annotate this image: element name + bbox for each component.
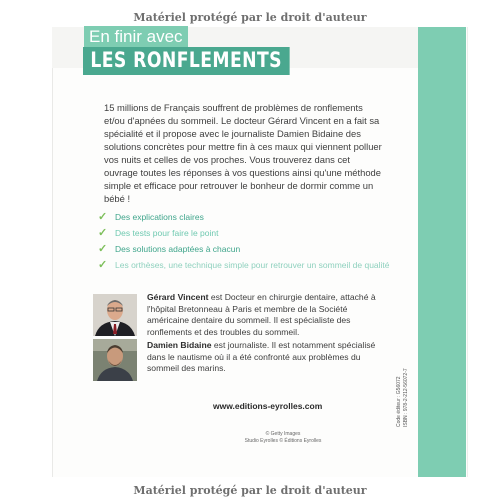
checklist-item-text: Des tests pour faire le point xyxy=(115,228,219,238)
checklist-item xyxy=(98,226,398,242)
author-name: Gérard Vincent xyxy=(147,292,209,302)
check-mark-icon: ✓ xyxy=(98,243,108,255)
book-subtitle: En finir avec xyxy=(84,26,188,49)
author-name: Damien Bidaine xyxy=(147,340,212,350)
author-bio-damien-bidaine xyxy=(147,340,385,375)
checklist-item-text: Des solutions adaptées à chacun xyxy=(115,244,241,254)
author-photo-damien-bidaine xyxy=(93,339,137,381)
intro-paragraph: 15 millions de Français souffrent de problèmes de ronflements et/ou d'apnées du sommeil. Le docteur Gérard Vincent en a fait sa spécialité et il propose avec le journaliste Damien Bidaine des solutions concrètes pour mettre fin à ces maux qui viennent polluer vos nuits et celles de vos proches. Vous trouverez dans cet ouvrage toutes les réponses à vos questions ainsi qu'une méthode simple et efficace pour retrouver le bonheur de dormir comme un bébé ! xyxy=(104,102,382,204)
check-mark-icon: ✓ xyxy=(98,259,108,271)
author-bio-text: est journaliste. Il est notamment spécialisé dans le nautisme où il a été confronté aux problèmes du sommeil des marins. xyxy=(147,340,376,373)
checklist-item-text: Des explications claires xyxy=(115,212,204,222)
publisher-code: Code éditeur : G56072 xyxy=(396,376,402,427)
author-bio-text: est Docteur en chirurgie dentaire, attaché à l'hôpital Bretonneau à Paris et membre de la Société américaine dentaire du sommeil. Il est spécialiste des ronflements et des troubles du sommeil. xyxy=(147,292,376,337)
checklist-item xyxy=(98,210,398,226)
checklist xyxy=(98,210,398,274)
author-photo-gerard-vincent xyxy=(93,294,137,336)
publisher-website: www.editions-eyrolles.com xyxy=(213,401,323,411)
watermark-top: Matériel protégé par le droit d'auteur xyxy=(133,11,367,24)
book-title: LES RONFLEMENTS xyxy=(83,47,289,75)
checklist-item xyxy=(98,258,398,274)
barcode-info xyxy=(396,368,409,427)
check-mark-icon: ✓ xyxy=(98,227,108,239)
checklist-item xyxy=(98,242,398,258)
image-credits xyxy=(228,431,338,445)
watermark-bottom: Matériel protégé par le droit d'auteur xyxy=(133,484,367,497)
isbn: ISBN : 978-2-212-56072-7 xyxy=(402,368,409,427)
checklist-item-text: Les orthèses, une technique simple pour retrouver un sommeil de qualité xyxy=(115,260,390,270)
credits-line: Studio Eyrolles © Éditions Eyrolles xyxy=(244,438,322,444)
author-bio-gerard-vincent xyxy=(147,292,385,338)
side-band xyxy=(418,27,466,477)
credits-line: © Getty Images xyxy=(265,431,301,437)
check-mark-icon: ✓ xyxy=(98,211,108,223)
